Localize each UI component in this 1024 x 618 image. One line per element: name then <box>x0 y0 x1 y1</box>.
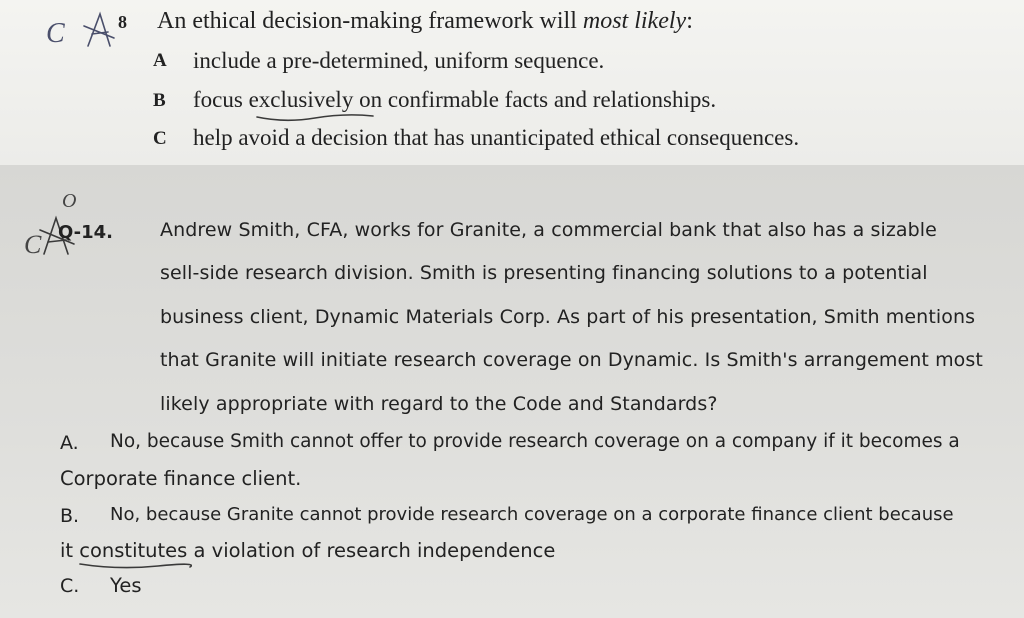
q14-option-a-letter: A. <box>60 432 79 454</box>
q14-option-c-text: Yes <box>110 574 142 597</box>
q14-option-a-text: No, because Smith cannot offer to provide research coverage on a company if it becomes a <box>110 431 960 452</box>
q14-option-c-letter: C. <box>60 575 80 597</box>
q8-option-a-text: include a pre-determined, uniform sequence. <box>193 48 605 73</box>
question-8-stem: An ethical decision-making framework will most likely: <box>157 8 693 34</box>
question-8-number: 8 <box>118 12 127 32</box>
question-14-stem-line: that Granite will initiate research coverage on Dynamic. Is Smith's arrangement most <box>160 349 983 371</box>
q14-option-a-continuation: Corporate finance client. <box>60 467 302 490</box>
q8-option-c-letter: C <box>153 128 167 149</box>
q14-option-b-letter: B. <box>60 505 80 527</box>
handwritten-answer-q8: C <box>46 18 65 49</box>
question-14-stem-line: business client, Dynamic Materials Corp. As part of his presentation, Smith mentions <box>160 306 976 328</box>
question-14-stem-line: sell-side research division. Smith is presenting financing solutions to a potential <box>160 262 928 284</box>
underline-constitutes <box>78 561 192 571</box>
question-14-number: Q-14. <box>58 222 113 243</box>
q8-option-a-letter: A <box>153 50 167 71</box>
q8-option-b-letter: B <box>153 90 166 111</box>
q14-option-b-text: No, because Granite cannot provide research coverage on a corporate finance client because <box>110 504 954 525</box>
underline-exclusively <box>255 112 375 124</box>
q14-option-b-continuation: it constitutes a violation of research independence <box>60 539 556 562</box>
handwritten-mark-q14: O <box>62 190 77 212</box>
question-14-stem-line: Andrew Smith, CFA, works for Granite, a commercial bank that also has a sizable <box>160 219 937 241</box>
handwritten-answer-q14: C <box>24 230 42 259</box>
q8-option-c-text: help avoid a decision that has unanticipated ethical consequences. <box>193 125 800 150</box>
question-14-stem-line: likely appropriate with regard to the Code and Standards? <box>160 393 718 415</box>
cross-out-mark-q8 <box>80 8 120 52</box>
q8-option-b-text: focus exclusively on confirmable facts and relationships. <box>193 87 717 112</box>
